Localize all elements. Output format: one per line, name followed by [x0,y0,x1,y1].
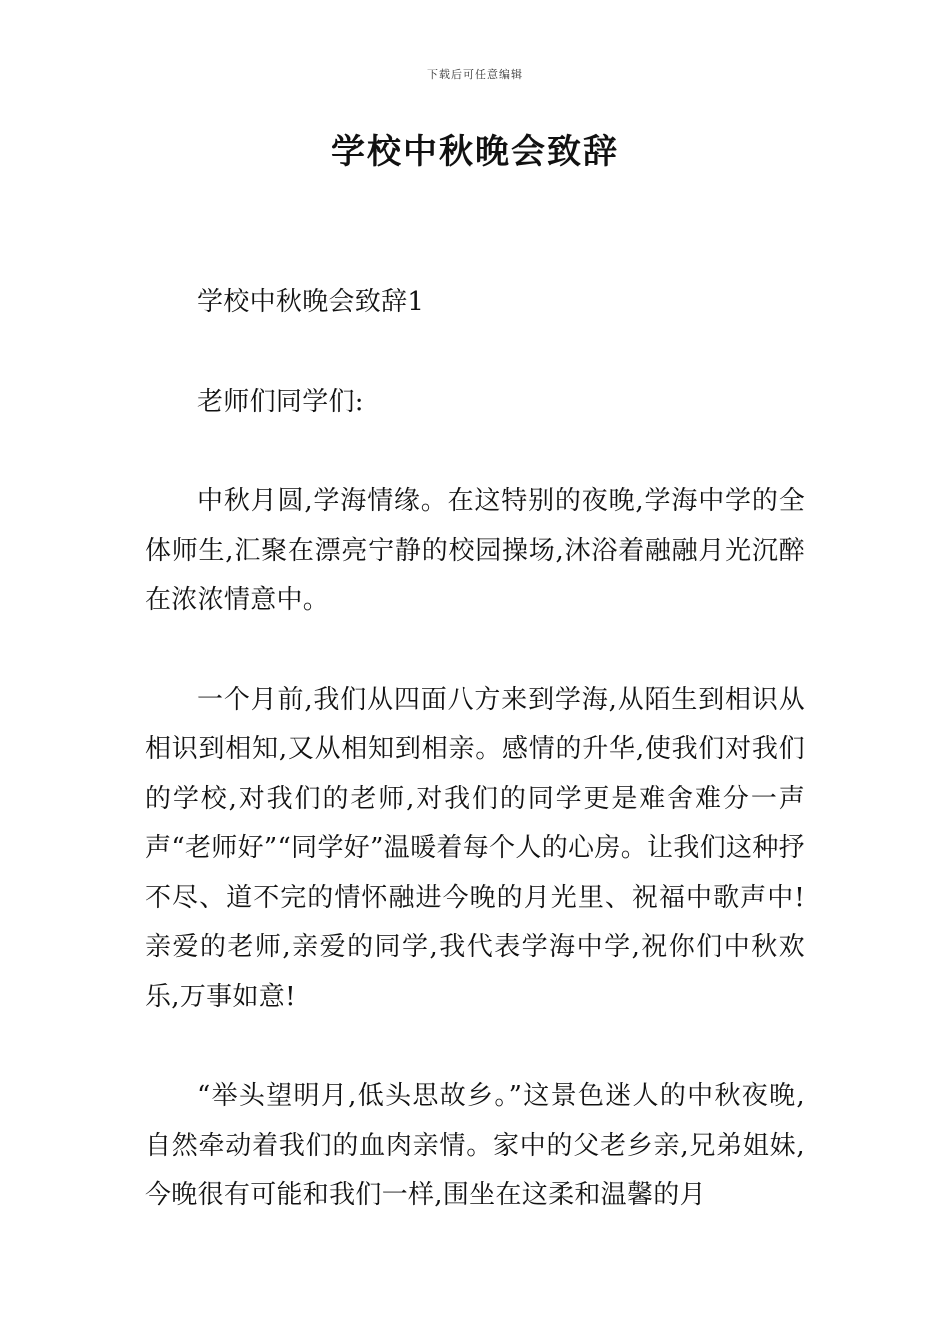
paragraph: 一个月前,我们从四面八方来到学海,从陌生到相识从相识到相知,又从相知到相亲。感情的升华,使我们对我们的学校,对我们的老师,对我们的同学更是难舍难分一声声“老师好”“同学好”温暖着每个人的心房。让我们这种抒不尽、道不完的情怀融进今晚的月光里、祝福中歌声中!亲爱的老师,亲爱的同学,我代表学海中学,祝你们中秋欢乐,万事如意! [145,684,805,1012]
document-title: 学校中秋晚会致辞 [331,132,619,172]
paragraph: “举头望明月,低头思故乡。”这景色迷人的中秋夜晚,自然牵动着我们的血肉亲情。家中的父老乡亲,兄弟姐妹,今晚很有可能和我们一样,围坐在这柔和温馨的月 [145,1081,805,1210]
header-note: 下载后可任意编辑 [427,68,523,81]
section-heading: 学校中秋晚会致辞1 [197,287,425,317]
document-body [145,278,805,1221]
salutation: 老师们同学们: [197,386,364,417]
paragraph: 中秋月圆,学海情缘。在这特别的夜晚,学海中学的全体师生,汇聚在漂亮宁静的校园操场,沐浴着融融月光沉醉在浓浓情意中。 [145,486,805,615]
